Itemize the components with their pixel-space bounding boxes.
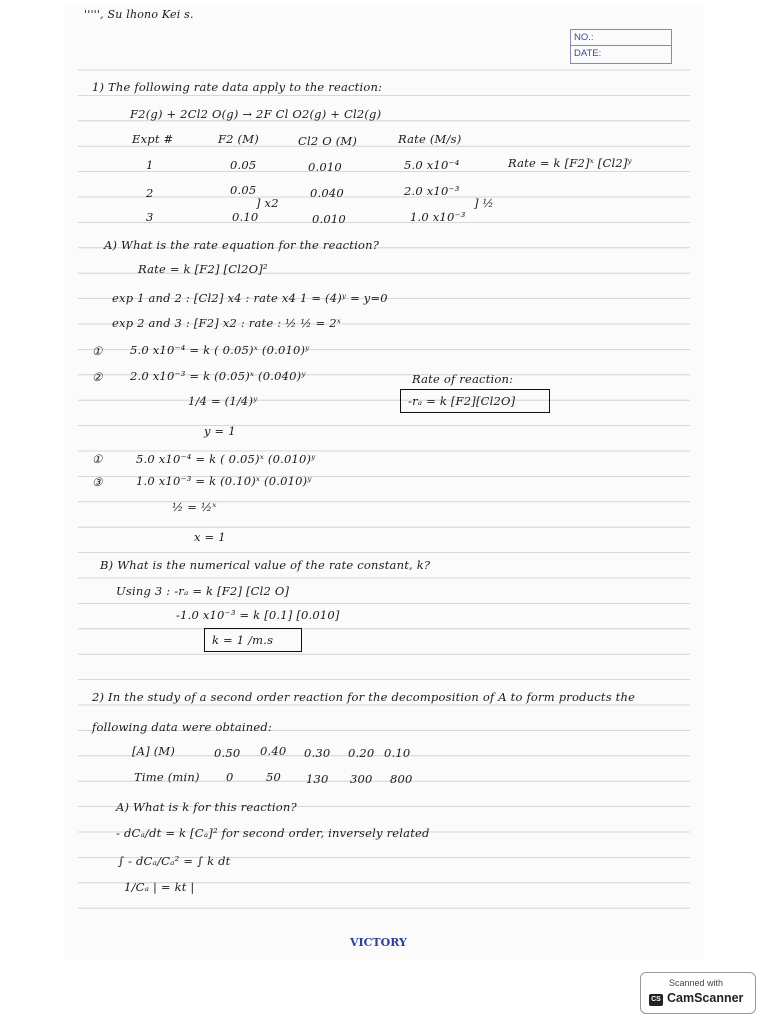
scanned-with-label: Scanned with (669, 978, 724, 988)
table-row-2-f2: 0.05 (230, 183, 257, 197)
q1-reaction: F2(g) + 2Cl2 O(g) → 2F Cl O2(g) + Cl2(g) (130, 107, 382, 121)
ratio-x: ½ = ½ˣ (172, 500, 217, 514)
conc-label: [A] (M) (132, 744, 176, 758)
victory-brand-logo: VICTORY (350, 936, 407, 949)
conc-value: 0.20 (348, 746, 375, 760)
q2-intro: 2) In the study of a second order reaction for the decomposition of A to form products the (92, 690, 636, 704)
camscanner-badge (640, 972, 756, 1014)
time-value: 50 (266, 770, 282, 784)
conc-value: 0.10 (384, 746, 411, 760)
eq4-marker: ③ (92, 475, 103, 489)
table-row-1-cl2o: 0.010 (308, 160, 342, 174)
eq4: 1.0 x10⁻³ = k (0.10)ˣ (0.010)ʸ (136, 474, 312, 488)
exp12-comparison: exp 1 and 2 : [Cl2] x4 : rate x4 1 = (4)ʸ = y=0 (112, 291, 388, 305)
conc-value: 0.30 (304, 746, 331, 760)
table-row-1-expt: 1 (146, 158, 154, 172)
q1a-rate-equation: Rate = k [F2] [Cl2O]² (138, 262, 268, 276)
q2-intro-2: following data were obtained: (92, 720, 273, 734)
x2-note: ] x2 (256, 196, 279, 210)
q1a-question: A) What is the rate equation for the reaction? (104, 238, 380, 252)
conc-value: 0.40 (260, 744, 287, 758)
exp23-comparison: exp 2 and 3 : [F2] x2 : rate : ½ ½ = 2ˣ (112, 316, 342, 330)
student-name: ''''', Su lhono Kei s. (84, 8, 194, 21)
q1b-question: B) What is the numerical value of the rate constant, k? (100, 558, 431, 572)
time-value: 130 (306, 772, 329, 786)
half-note: ] ½ (474, 196, 494, 210)
eq2-marker: ② (92, 370, 103, 384)
no-label: NO.: (571, 30, 671, 46)
table-row-2-expt: 2 (146, 186, 154, 200)
k-answer: k = 1 /m.s (212, 633, 274, 647)
table-row-3-cl2o: 0.010 (312, 212, 346, 226)
boxed-rate-equation: -rₐ = k [F2][Cl2O] (408, 394, 516, 408)
date-label: DATE: (574, 48, 602, 59)
eq2: 2.0 x10⁻³ = k (0.05)ˣ (0.040)ʸ (130, 369, 306, 383)
table-header-cl2o: Cl2 O (M) (298, 134, 358, 148)
camscanner-label: CamScanner (667, 991, 744, 1005)
eq1: 5.0 x10⁻⁴ = k ( 0.05)ˣ (0.010)ʸ (130, 343, 310, 357)
q2-integrated-result: 1/Cₐ | = kt | (124, 880, 195, 894)
q1b-substitution: -1.0 x10⁻³ = k [0.1] [0.010] (176, 608, 340, 622)
q2-integral: ∫ - dCₐ/Cₐ² = ∫ k dt (118, 854, 231, 868)
q1-intro: 1) The following rate data apply to the reaction: (92, 80, 383, 94)
eq3: 5.0 x10⁻⁴ = k ( 0.05)ˣ (0.010)ʸ (136, 452, 316, 466)
time-label: Time (min) (134, 770, 200, 784)
eq1-marker: ① (92, 344, 103, 358)
conc-value: 0.50 (214, 746, 241, 760)
table-row-3-expt: 3 (146, 210, 154, 224)
table-row-1-f2: 0.05 (230, 158, 257, 172)
table-header-expt: Expt # (132, 132, 174, 146)
table-header-rate: Rate (M/s) (398, 132, 462, 146)
table-header-f2: F2 (M) (218, 132, 259, 146)
time-value: 0 (226, 770, 234, 784)
x-result: x = 1 (194, 530, 226, 544)
y-result: y = 1 (204, 424, 236, 438)
table-row-2-cl2o: 0.040 (310, 186, 344, 200)
q1b-using: Using 3 : -rₐ = k [F2] [Cl2 O] (116, 584, 290, 598)
table-row-3-f2: 0.10 (232, 210, 259, 224)
table-row-2-rate: 2.0 x10⁻³ (404, 184, 460, 198)
rate-of-reaction-label: Rate of reaction: (412, 372, 514, 386)
no-date-box (570, 29, 672, 64)
time-value: 300 (350, 772, 373, 786)
time-value: 800 (390, 772, 413, 786)
q2-rate-equation: - dCₐ/dt = k [Cₐ]² for second order, inversely related (116, 826, 430, 840)
table-row-1-rate: 5.0 x10⁻⁴ (404, 158, 460, 172)
table-row-3-rate: 1.0 x10⁻³ (410, 210, 466, 224)
q2a-question: A) What is k for this reaction? (116, 800, 297, 814)
ratio-y: 1/4 = (1/4)ʸ (188, 394, 258, 408)
rate-law-general: Rate = k [F2]ˣ [Cl2]ʸ (508, 156, 632, 170)
eq3-marker: ① (92, 452, 103, 466)
camscanner-icon: CS (649, 994, 663, 1006)
